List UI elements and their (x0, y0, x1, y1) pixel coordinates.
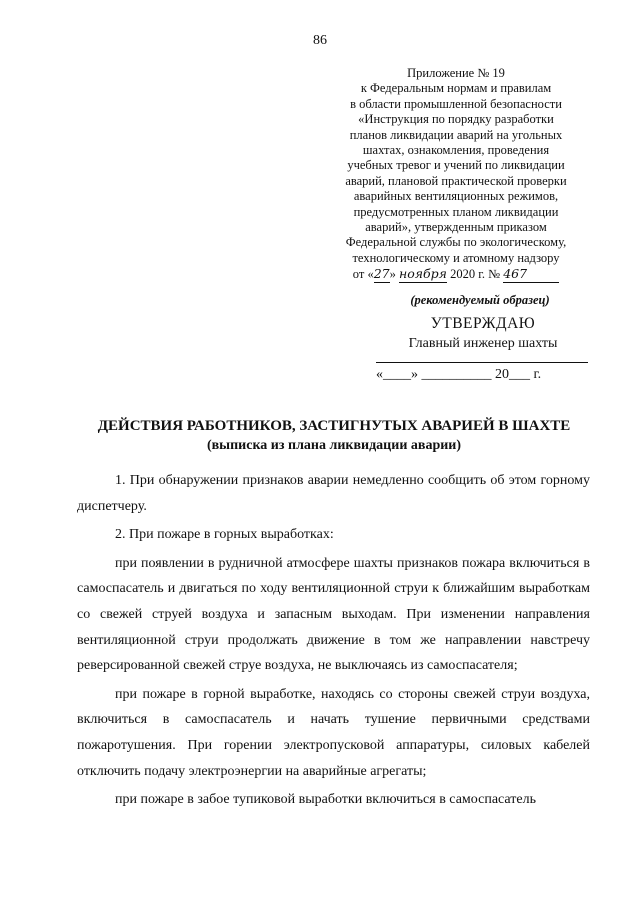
paragraph: 1. При обнаружении признаков аварии немедленно сообщить об этом горному диспетчеру. (77, 473, 590, 514)
appendix-line: аварий, плановой практической проверки (345, 173, 567, 188)
handwritten-order-number: 467 (503, 266, 559, 282)
paragraph: при появлении в рудничной атмосфере шахты признаков пожара включиться в самоспасатель и двигаться по ходу вентиляционной струи к ближайшим выработкам со свежей струей воздуха и запасным выходам. При изменении направления вентиляционной струи продолжать движение в том же направлении навстречу реверсированной свежей струе воздуха, не выключаясь из самоспасателя; (77, 555, 590, 674)
appendix-line: учебных тревог и учений по ликвидации (347, 158, 565, 173)
date-mid: » (389, 267, 399, 282)
appendix-line: Федеральной службы по экологическому, (345, 235, 567, 250)
date-prefix: от « (352, 267, 374, 282)
appendix-line: Приложение № 19 (407, 66, 505, 80)
order-date-line (330, 266, 582, 282)
appendix-line: шахтах, ознакомления, проведения (362, 143, 550, 158)
paragraph: 2. При пожаре в горных выработках: (115, 527, 334, 543)
appendix-line: аварий», утвержденным приказом (365, 220, 547, 235)
sample-note: (рекомендуемый образец) (410, 293, 550, 307)
appendix-line: аварийных вентиляционных режимов, (353, 189, 559, 204)
appendix-line: «Инструкция по порядку разработки (358, 112, 554, 127)
appendix-header (330, 66, 582, 283)
page-number: 86 (313, 33, 327, 48)
approval-position: Главный инженер шахты (408, 336, 558, 351)
document-subtitle: (выписка из плана ликвидации аварии) (206, 438, 462, 453)
document-title-block (60, 417, 608, 455)
paragraph: при пожаре в горной выработке, находясь со стороны свежей струи воздуха, включиться в самоспасатель и начать тушение первичными средствами пожаротушения. При горении электропусковой аппаратуры, силовых кабелей отключить подачу электроэнергии на аварийные агрегаты; (77, 686, 590, 779)
appendix-line: предусмотренных планом ликвидации (353, 204, 559, 219)
approval-word: УТВЕРЖДАЮ (430, 315, 536, 332)
approval-date-line: «____» __________ 20___ г. (376, 367, 542, 382)
appendix-line: к Федеральным нормам и правилам (360, 81, 552, 96)
handwritten-month: ноября (398, 266, 447, 282)
appendix-line: в области промышленной безопасности (350, 96, 562, 111)
appendix-line: технологическому и атомному надзору (352, 250, 560, 265)
document-title: ДЕЙСТВИЯ РАБОТНИКОВ, ЗАСТИГНУТЫХ АВАРИЕЙ В ШАХТЕ (97, 418, 571, 434)
approval-block (378, 315, 588, 352)
appendix-line: планов ликвидации аварий на угольных (349, 127, 563, 142)
date-year: 2020 г. № (446, 267, 504, 282)
paragraph: при пожаре в забое тупиковой выработки включиться в самоспасатель (115, 792, 536, 808)
signature-line (376, 362, 588, 363)
body-text (77, 468, 590, 813)
handwritten-day: 27 (373, 266, 390, 282)
